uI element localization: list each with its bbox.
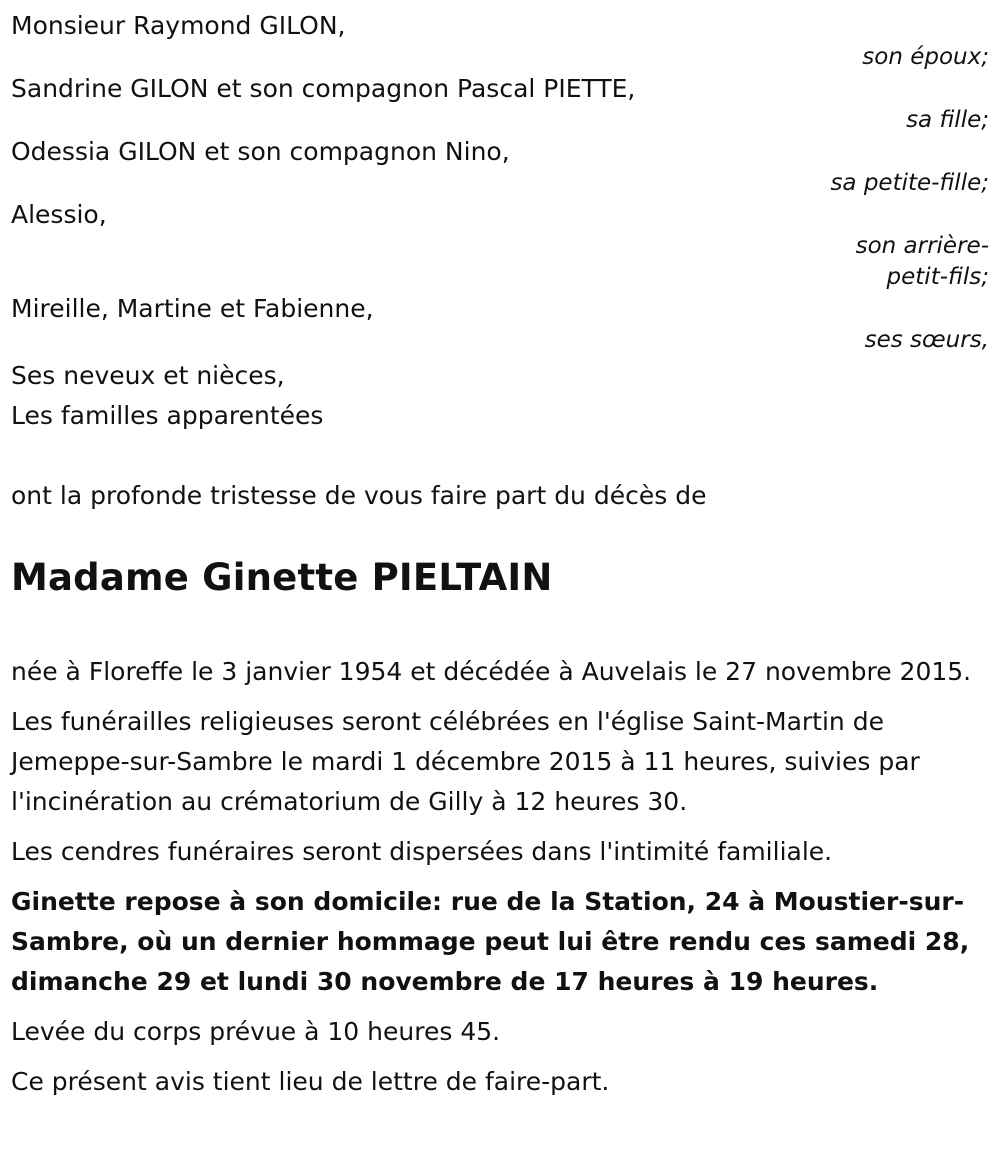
family-relation-line2: petit-fils; [886,264,989,290]
removal-paragraph: Levée du corps prévue à 10 heures 45. [11,1017,501,1046]
family-member-granddaughter [11,136,989,199]
family-member-sisters [11,293,989,356]
family-name: Mireille, Martine et Fabienne, [11,294,374,323]
announcement-text: ont la profonde tristesse de vous faire part du décès de [11,481,707,510]
family-name: Alessio, [11,200,107,229]
viewing-paragraph: Ginette repose à son domicile: rue de la Station, 24 à Moustier-sur-Sambre, où un dernier hommage peut lui être rendu ces samedi 28, dimanche 29 et lundi 30 novembre de 17 heures à 19 heures. [11,887,970,996]
obituary-notice [11,10,989,1112]
nephews-nieces: Ses neveux et nièces, [11,361,285,390]
family-member-great-grandson [11,199,989,293]
family-relation: ses sœurs, [864,327,989,353]
family-relation: sa fille; [906,107,989,133]
ashes-paragraph: Les cendres funéraires seront dispersées dans l'intimité familiale. [11,837,833,866]
birth-death-paragraph: née à Floreffe le 3 janvier 1954 et décédée à Auvelais le 27 novembre 2015. [11,657,972,686]
family-name: Sandrine GILON et son compagnon Pascal PIETTE, [11,74,636,103]
funeral-paragraph: Les funérailles religieuses seront célébrées en l'église Saint-Martin de Jemeppe-sur-Sambre le mardi 1 décembre 2015 à 11 heures, suivies par l'incinération au crématorium de Gilly à 12 heures 30. [11,707,920,816]
other-relatives [11,356,989,436]
family-relation-line1: son arrière- [855,233,989,259]
family-relation: son époux; [862,44,989,70]
family-relation: sa petite-fille; [830,170,989,196]
family-name: Odessia GILON et son compagnon Nino, [11,137,510,166]
family-name: Monsieur Raymond GILON, [11,11,346,40]
notice-paragraph: Ce présent avis tient lieu de lettre de faire-part. [11,1067,610,1096]
family-member-daughter [11,73,989,136]
family-member-spouse [11,10,989,73]
related-families: Les familles apparentées [11,401,324,430]
deceased-name: Madame Ginette PIELTAIN [11,556,553,599]
